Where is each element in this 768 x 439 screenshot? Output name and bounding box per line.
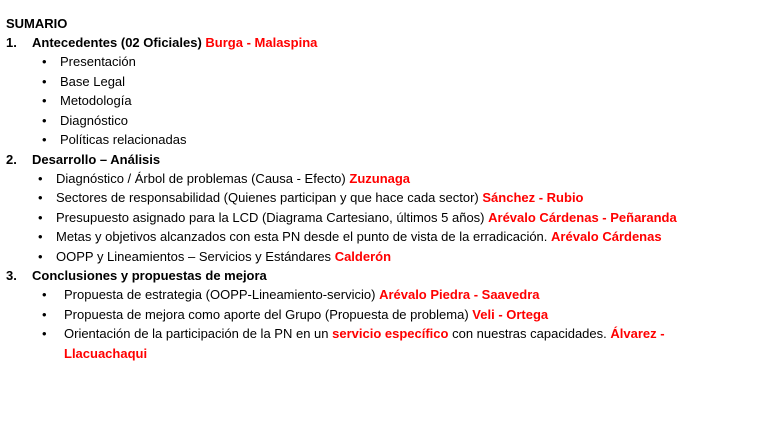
list-item [6, 208, 766, 228]
section-1-list [6, 52, 766, 150]
section-2-heading [6, 150, 766, 169]
item-text: OOPP y Lineamientos – Servicios y Estándares [56, 248, 332, 264]
item-text: Diagnóstico [60, 112, 128, 128]
item-text: Orientación de la participación de la PN en un [64, 326, 329, 341]
document [6, 14, 766, 363]
bullet-icon: • [42, 326, 47, 341]
item-authors: Álvarez - Llacuachaqui [64, 326, 665, 361]
item-text: Sectores de responsabilidad (Quienes participan y que hace cada sector) [56, 190, 479, 205]
list-item [6, 247, 766, 267]
list-item [6, 130, 766, 150]
item-highlight: servicio específico [332, 326, 449, 341]
list-item [6, 72, 766, 92]
item-authors: Arévalo Cárdenas - Peñaranda [488, 209, 677, 225]
list-item [6, 111, 766, 131]
section-3-heading [6, 266, 766, 285]
item-text: Presupuesto asignado para la LCD (Diagrama Cartesiano, últimos 5 años) [56, 209, 485, 225]
item-authors: Veli - Ortega [472, 306, 549, 322]
list-item [6, 305, 766, 325]
list-item [6, 52, 766, 72]
item-authors: Arévalo Piedra - Saavedra [379, 287, 540, 302]
item-text: Diagnóstico / Árbol de problemas (Causa - Efecto) [56, 170, 346, 186]
item-authors: Zuzunaga [349, 170, 411, 186]
list-item [6, 188, 766, 208]
item-authors: Sánchez - Rubio [482, 190, 584, 205]
bullet-icon: • [38, 170, 43, 186]
bullet-icon: • [42, 112, 47, 128]
item-text: Metodología [60, 93, 132, 108]
list-item [6, 285, 766, 305]
section-title: Conclusiones y propuestas de mejora [32, 268, 267, 283]
list-item [6, 91, 766, 111]
section-number: 3. [6, 268, 17, 283]
bullet-icon: • [42, 54, 47, 69]
list-item [6, 227, 766, 247]
bullet-icon: • [38, 190, 43, 205]
bullet-icon: • [42, 132, 47, 147]
bullet-icon: • [38, 248, 43, 264]
item-text: Metas y objetivos alcanzados con esta PN desde el punto de vista de la erradicación. [56, 229, 548, 244]
section-1-heading [6, 33, 766, 52]
item-text: Políticas relacionadas [60, 132, 187, 147]
section-title: Desarrollo – Análisis [32, 151, 161, 167]
item-text: Base Legal [60, 73, 126, 89]
list-item [6, 169, 766, 189]
bullet-icon: • [38, 209, 43, 225]
section-3-list [6, 285, 766, 363]
list-item [6, 324, 766, 363]
item-authors: Arévalo Cárdenas [551, 229, 662, 244]
item-text-after: con nuestras capacidades. [452, 326, 607, 341]
item-authors: Calderón [334, 248, 392, 264]
bullet-icon: • [38, 229, 43, 244]
item-text: Presentación [60, 54, 136, 69]
section-title: Antecedentes (02 Oficiales) [32, 35, 202, 50]
section-number: 1. [6, 35, 17, 50]
bullet-icon: • [42, 306, 47, 322]
section-number: 2. [6, 151, 17, 167]
bullet-icon: • [42, 73, 47, 89]
item-text: Propuesta de mejora como aporte del Grupo (Propuesta de problema) [64, 306, 469, 322]
section-2-list [6, 169, 766, 267]
bullet-icon: • [42, 287, 47, 302]
bullet-icon: • [42, 93, 47, 108]
document-title: SUMARIO [6, 16, 68, 31]
section-authors: Burga - Malaspina [205, 35, 318, 50]
item-text: Propuesta de estrategia (OOPP-Lineamiento-servicio) [64, 287, 376, 302]
